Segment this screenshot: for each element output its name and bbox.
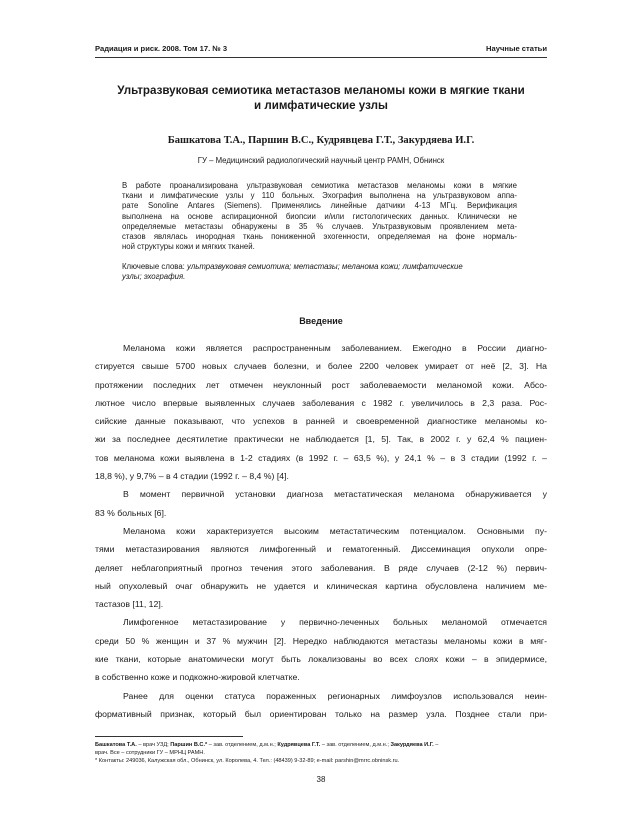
footnote-role: – врач УЗД; bbox=[136, 742, 171, 748]
text-line: ный опухолевый очаг обнаружить не удается и клиническая картина обусловлена наличием ме- bbox=[95, 580, 547, 591]
paragraph bbox=[95, 522, 547, 613]
abstract-line: рате Sonoline Antares (Siemens). Применялись линейные датчики 4-13 МГц. Верификация bbox=[122, 201, 517, 211]
footnote-author-name: Кудрявцева Г.Т. bbox=[277, 742, 321, 748]
footnotes bbox=[95, 741, 547, 765]
text-line: 18,8 %), у 9,7% – в 4 стадии (1992 г. – 8,4 %) [4]. bbox=[95, 471, 289, 482]
footnote-author-name: Паршин В.С.* bbox=[170, 742, 208, 748]
text-line: тастазов [11, 12]. bbox=[95, 599, 164, 610]
text-line: формативный признак, который был ориентирован только на размер узла. Позднее стали при- bbox=[95, 708, 547, 719]
text-line: стируется свыше 5700 новых случаев болезни, и более 2200 человек умирает от неё [2, 3]. На bbox=[95, 361, 547, 372]
footnote-author-roles bbox=[95, 741, 547, 749]
footnote-contacts: * Контакты: 249036, Калужская обл., Обнинск, ул. Королева, 4. Тел.: (48439) 9-32-89; e-mail: parshin@mrrc.obninsk.ru. bbox=[95, 758, 400, 764]
paragraph bbox=[95, 339, 547, 485]
page-number: 38 bbox=[316, 775, 326, 784]
abstract-line: стазов являлась инородная ткань пониженной эхогенности, определяемая на фоне нормаль- bbox=[122, 232, 517, 242]
abstract-line: ной структуры кожи и мягких тканей. bbox=[122, 242, 255, 252]
footnote-role: – bbox=[433, 742, 439, 748]
text-line: жи за последнее десятилетие практически не наблюдается [1, 5]. Так, в 2002 г. у 62,4 % пациен- bbox=[95, 434, 547, 445]
title-line-1: Ультразвуковая семиотика метастазов меланомы кожи в мягкие ткани bbox=[117, 84, 525, 97]
text-line: В момент первичной установки диагноза метастатическая меланома обнаруживается у bbox=[123, 489, 547, 500]
running-header bbox=[95, 44, 547, 58]
text-line: лютное число впервые выявленных случаев заболевания с 1982 г. увеличилось в 2,3 раза. Рос- bbox=[95, 397, 547, 408]
body-text bbox=[95, 339, 547, 723]
footnote-author-name: Башкатова Т.А. bbox=[95, 742, 137, 748]
keywords bbox=[122, 262, 517, 282]
text-line: тов меланома кожи выявлена в 1-2 стадиях (в 1992 г. – 63,5 %), у 24,1 % – в 3 стадии (1992 г. – bbox=[95, 452, 547, 463]
abstract-line: выполнена на основе аспирационной биопсии и/или гистологических данных. Клинически не bbox=[122, 211, 517, 221]
text-line: 83 % больных [6]. bbox=[95, 507, 167, 518]
journal-citation: Радиация и риск. 2008. Том 17. № 3 bbox=[95, 44, 228, 53]
header-divider bbox=[95, 57, 547, 58]
keywords-list-cont: узлы; эхография. bbox=[122, 272, 186, 282]
paragraph bbox=[95, 687, 547, 724]
keywords-list: ультразвуковая семиотика; метастазы; меланома кожи; лимфатические bbox=[187, 262, 463, 271]
affiliation: ГУ – Медицинский радиологический научный центр РАМН, Обнинск bbox=[197, 156, 445, 165]
abstract-line: определяемые метастазы обнаружены в 35 % случаев. Ультразвуковым проявлением мета- bbox=[122, 221, 517, 231]
text-line: протяжении последних лет отмечен неуклонный рост заболеваемости меланомой кожи. Абсо- bbox=[95, 379, 547, 390]
text-line: сийские данные показывают, что успехов в ранней и своевременной диагностике меланомы ко- bbox=[95, 416, 547, 427]
section-heading-introduction: Введение bbox=[299, 316, 343, 326]
abstract-line: В работе проанализирована ультразвуковая семиотика метастазов меланомы кожи в мягкие bbox=[122, 181, 517, 190]
text-line: среди 50 % женщин и 37 % мужчин [2]. Нередко наблюдаются метастазы меланомы кожи в мяг- bbox=[95, 635, 547, 646]
text-line: Лимфогенное метастазирование у первично-леченных больных меланомой отмечается bbox=[123, 617, 547, 628]
footnote-role: – зав. отделением, д.м.н.; bbox=[207, 742, 278, 748]
keywords-label: Ключевые слова: bbox=[122, 262, 188, 271]
text-line: деляет неблагоприятный прогноз течения этого заболевания. В ряде случаев (2-12 %) первич- bbox=[95, 562, 547, 573]
text-line: Меланома кожи характеризуется высоким метастатическим потенциалом. Основными пу- bbox=[123, 525, 547, 536]
author-list: Башкатова Т.А., Паршин В.С., Кудрявцева Г.Т., Закурдяева И.Г. bbox=[167, 135, 475, 146]
text-line: Меланома кожи является распространенным заболеванием. Ежегодно в России диагно- bbox=[123, 343, 547, 353]
text-line: тями метастазирования являются лимфогенный и гематогенный. Диссеминация опухоли опре- bbox=[95, 544, 547, 555]
text-line: в собственно коже и подкожно-жировой клетчатке. bbox=[95, 672, 300, 683]
abstract bbox=[122, 181, 517, 252]
paragraph bbox=[95, 485, 547, 522]
text-line: кие ткани, которые анатомически могут быть локализованы во всех слоях кожи – в эпидермисе, bbox=[95, 654, 547, 665]
footnote-author-name: Закурдяева И.Г. bbox=[390, 742, 434, 748]
paragraph bbox=[95, 613, 547, 686]
abstract-line: ткани и лимфатические узлы у 110 больных. Эхография выполнена на ультразвуковом аппа- bbox=[122, 191, 517, 201]
section-label: Научные статьи bbox=[486, 44, 547, 53]
article-title bbox=[95, 84, 547, 113]
footnote-divider bbox=[95, 736, 243, 737]
footnote-staff: врач. Все – сотрудники ГУ – МРНЦ РАМН. bbox=[95, 750, 205, 756]
text-line: Ранее для оценки статуса пораженных регионарных лимфоузлов использовался неин- bbox=[123, 690, 547, 701]
title-line-2: и лимфатические узлы bbox=[254, 98, 388, 112]
footnote-role: – зав. отделением, д.м.н.; bbox=[320, 742, 391, 748]
